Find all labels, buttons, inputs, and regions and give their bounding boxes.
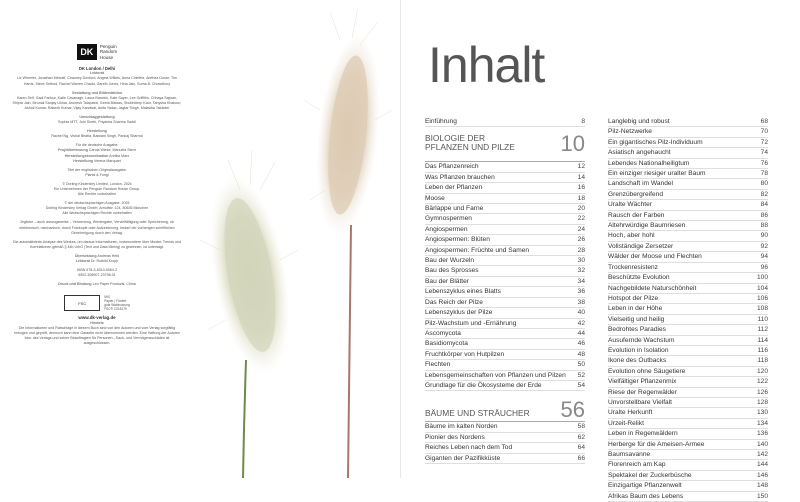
imprint-text: Sophia MTT, Juhi Sheth, Priyanka Sharma Saddi xyxy=(58,120,136,125)
toc-entry-label: Lebenszyklus der Pilze xyxy=(425,309,493,317)
toc-entry-label: Leben in Regenwäldern xyxy=(608,430,678,438)
toc-entry-page: 114 xyxy=(757,336,768,344)
toc-entry-label: Trockenresistenz xyxy=(608,263,658,271)
toc-entry-page: 110 xyxy=(757,315,768,323)
toc-entry-page: 112 xyxy=(757,326,768,334)
toc-entry-page: 116 xyxy=(757,346,768,354)
toc-entry xyxy=(425,339,585,349)
toc-entry-label: Das Pflanzenreich xyxy=(425,163,479,171)
toc-entry-label: Angiospermen: Früchte und Samen xyxy=(425,246,530,254)
toc-entry-label: Giganten der Pazifikküste xyxy=(425,454,501,462)
toc-entry xyxy=(425,422,585,432)
toc-entry xyxy=(425,204,585,214)
toc-entry xyxy=(608,294,768,304)
toc-entry-page: 62 xyxy=(577,433,585,441)
toc-entry xyxy=(608,148,768,158)
toc-entry-page: 142 xyxy=(756,451,768,458)
fsc-logo: FSC xyxy=(64,295,100,311)
toc-entry-page: 22 xyxy=(577,215,585,223)
imprint-text: Lektorat Dr. Ruthild Kropp xyxy=(75,259,119,264)
toc-entry xyxy=(425,256,585,266)
toc-entry-label: Urzeit-Relikt xyxy=(608,419,644,427)
imprint-text: Alle Rechte vorbehalten xyxy=(77,192,117,197)
toc-entry xyxy=(608,127,768,137)
toc-entry-label: Pilz-Netzwerke xyxy=(608,128,652,136)
toc-column-left xyxy=(425,117,585,464)
section-title: BIOLOGIE DER PFLANZEN UND PILZE xyxy=(425,133,515,153)
toc-entry-label: Pilz-Wachstum und -Ernährung xyxy=(425,319,517,327)
toc-entry-page: 38 xyxy=(577,298,585,306)
toc-entry-label: Herberge für die Ameisen-Armee xyxy=(608,440,705,448)
toc-entry-page: 84 xyxy=(760,201,768,209)
toc-entry xyxy=(608,138,768,148)
toc-entry xyxy=(425,371,585,381)
toc-entry xyxy=(608,231,768,241)
toc-entry-page: 46 xyxy=(577,340,585,348)
toc-entry xyxy=(425,381,585,391)
toc-entry xyxy=(425,350,585,360)
toc-entry xyxy=(608,346,768,356)
toc-entry xyxy=(608,429,768,439)
toc-entry-page: 82 xyxy=(760,190,768,198)
toc-entry-label: Ein einziger riesiger uralter Baum xyxy=(608,170,706,178)
toc-entry-page: 136 xyxy=(756,430,768,438)
toc-entry-page: 86 xyxy=(760,211,768,219)
toc-entry xyxy=(425,360,585,370)
toc-entry-label: Grenzübergreifend xyxy=(608,190,663,198)
imprint-heading: Herstellung xyxy=(87,129,107,134)
toc-entry-label: Baumsavanne xyxy=(608,451,651,458)
toc-entry-label: Grundlage für die Ökosysteme der Erde xyxy=(425,381,542,389)
imprint-text: Die automatisierte Analyse des Werkes, um daraus Informationen, insbesondere über Muster, Trends und Korrelationen gemäß § 44b UrhG (Text und Data Mining) zu gewinnen, ist untersagt. xyxy=(13,239,181,249)
toc-entry-label: Ein gigantisches Pilz-Individuum xyxy=(608,138,703,146)
imprint-text: © der deutschsprachigen Ausgabe: 2025 xyxy=(64,201,130,206)
toc-entry xyxy=(425,443,585,453)
toc-entry-label: Nachgebildete Naturschönheit xyxy=(608,284,697,292)
toc-entry-page: 106 xyxy=(756,294,768,302)
toc-entry-label: Beschützte Evolution xyxy=(608,274,670,282)
imprint-text: Herstellungskoordination Annika Marx xyxy=(64,153,130,158)
imprint-text: Alle deutschsprachigen Rechte vorbehalten xyxy=(62,211,132,216)
imprint-text: Plants & Fungi xyxy=(85,172,109,177)
toc-entry-page: 90 xyxy=(760,232,768,240)
section-number: 56 xyxy=(560,397,585,423)
imprint-text: Jegliche – auch auszugsweise – Verwertung, Wiedergabe, Vervielfältigung oder Speicherung, ob elektronisch, mechanisch, durch Fotokopie oder Aufzeichnung, bedarf der vorherigen schriftlichen Genehmigung durch den Verlag. xyxy=(19,220,175,235)
toc-entry-label: Asiatisch angehaucht xyxy=(608,149,671,157)
dk-logo: DK xyxy=(77,44,97,60)
imprint-text: 5902-308907-23798-01 xyxy=(78,273,116,278)
toc-entry xyxy=(608,367,768,377)
imprint-heading: Hinweis xyxy=(90,320,104,325)
toc-entry-page: 32 xyxy=(577,267,585,275)
toc-entry-page: 30 xyxy=(577,257,585,265)
imprint-text: Liz Wheeler, Jonathan Metcalf, Chauney Dunford, Angela Wilkes, Anna Chiefetz, Alethea Doran, Tim Harris, Steve Setford, Rachel Warren Chadd, Gareth Jones, Hina Jain, Suma B. Chowdhury xyxy=(17,76,177,86)
toc-entry-label: Ikone des Outbacks xyxy=(608,357,667,365)
toc-entry-label: Vollständige Zersetzer xyxy=(608,242,674,250)
imprint-company: DK London / Delhi xyxy=(78,66,116,72)
toc-entry-page: 94 xyxy=(760,253,768,261)
toc-entry-page: 48 xyxy=(577,350,585,358)
toc-entry-page: 68 xyxy=(760,118,768,125)
toc-entry-label: Hoch, aber hohl xyxy=(608,232,655,240)
toc-entry-page: 144 xyxy=(756,461,768,469)
toc-entry-label: Evolution ohne Säugetiere xyxy=(608,367,686,375)
toc-entry-label: Spektakel der Zuckerbüsche xyxy=(608,471,692,479)
toc-entry-page: 58 xyxy=(577,423,585,431)
toc-entry-label: Basidiomycota xyxy=(425,340,468,348)
toc-entry: Einführung 8 xyxy=(425,117,585,127)
left-plume xyxy=(197,170,303,379)
toc-entry-page: 70 xyxy=(760,128,768,136)
toc-entry-page: 122 xyxy=(756,378,768,386)
toc-entry xyxy=(608,159,768,169)
toc-entry xyxy=(608,450,768,460)
toc-section-header xyxy=(425,131,585,162)
toc-entry xyxy=(608,169,768,179)
toc-entry-label: Einzigartige Pflanzenwelt xyxy=(608,482,682,490)
imprint-text: Karen Self, Gadi Farfour, Katie Cavanagh, Laura Barwick, Kate Sayer, Lee Griffiths, Chhaya Sajwan, Shipra Jain, Mrunali Sanjay Likhar, Arunesh Talapatra, Geeta Biswas, Shubhdeep Kaur, Tanysha Khatoon, Ashok Kumar, Rakesh Kumar, Vijay Kandwal, Anita Yadav, Jagtar Singh, Malavika Talukder xyxy=(12,95,182,110)
toc-entry xyxy=(608,190,768,200)
toc-entry-page: 148 xyxy=(756,482,768,490)
toc-column-right xyxy=(608,117,768,502)
toc-entry-page: 140 xyxy=(756,440,768,448)
toc-entry xyxy=(425,225,585,235)
toc-entry-page: 104 xyxy=(756,284,768,292)
imprint-disclaimer: Die Informationen und Ratschläge in diesem Buch sind von den Autoren und vom Verlag sorgfältig erwogen und geprüft, dennoch kann eine Garantie nicht übernommen werden. Eine Haftung der Autoren bzw. des Verlags und seiner Beauftragten für Personen-, Sach- und Vermögensschäden ist ausgeschlossen. xyxy=(13,325,181,345)
toc-entry-page: 28 xyxy=(577,246,585,254)
toc-entry xyxy=(425,183,585,193)
toc-entry-label: Landschaft im Wandel xyxy=(608,180,673,188)
toc-entry-page: 74 xyxy=(760,149,768,157)
toc-entry-label: Was Pflanzen brauchen xyxy=(425,173,495,181)
toc-entry xyxy=(425,454,585,464)
toc-entry xyxy=(425,194,585,204)
section-number: 10 xyxy=(560,131,585,157)
toc-entry-label: Vielfältiger Pflanzenmix xyxy=(608,378,677,386)
toc-entry-label: Unvorstellbare Vielfalt xyxy=(608,398,673,406)
toc-entry xyxy=(608,304,768,314)
toc-entry-page: 26 xyxy=(577,236,585,244)
imprint-text: Projektbetreuung Carola Wiese, Manuela Stern xyxy=(58,148,136,153)
imprint-isbn: ISBN 978-3-8310-5064-2 xyxy=(76,268,118,273)
toc-entry-page: 130 xyxy=(756,409,768,417)
page-title: Inhalt xyxy=(428,37,545,93)
toc-entry xyxy=(608,388,768,398)
toc-entry xyxy=(425,329,585,339)
imprint-text: Ein Unternehmen der Penguin Random House Group, xyxy=(53,187,141,191)
toc-entry xyxy=(425,433,585,443)
toc-entry-page: 88 xyxy=(760,222,768,230)
toc-entry-page: 76 xyxy=(760,159,768,167)
publisher-logo xyxy=(12,44,182,60)
toc-entry-label: Leben der Pflanzen xyxy=(425,184,483,192)
section-title: BÄUME UND STRÄUCHER xyxy=(425,408,530,419)
toc-entry-label: Uralte Wächter xyxy=(608,201,652,209)
right-stem xyxy=(348,225,351,478)
toc-entry-label: Riese der Regenwälder xyxy=(608,388,677,396)
toc-entry xyxy=(608,273,768,283)
fsc-text: MIX Papier | Fördert gute Waldnutzung FSC® C018179 xyxy=(104,295,130,312)
toc-entry xyxy=(608,200,768,210)
toc-entry-page: 34 xyxy=(577,277,585,285)
toc-entry-label: Bäume im kalten Norden xyxy=(425,423,498,431)
toc-entry-page: 146 xyxy=(756,471,768,479)
toc-entry xyxy=(608,481,768,491)
toc-entry-label: Bedrohtes Paradies xyxy=(608,326,666,334)
toc-entry-page: 64 xyxy=(577,444,585,452)
toc-entry-label: Angiospermen xyxy=(425,225,468,233)
toc-entry xyxy=(425,319,585,329)
toc-entry xyxy=(425,214,585,224)
toc-entry-label: Vielseitig und heilig xyxy=(608,315,665,323)
toc-entry-page: 52 xyxy=(577,371,585,379)
toc-entry xyxy=(608,325,768,335)
imprint-text: Rachel Ng, Vishal Bhatia, Balwant Singh, Pankaj Sharma xyxy=(51,134,143,139)
toc-entry-page: 120 xyxy=(756,367,768,375)
toc-entry-page: 12 xyxy=(577,163,585,171)
grass-seedhead-illustration xyxy=(180,0,400,478)
toc-entry-page: 128 xyxy=(756,398,768,406)
toc-entry xyxy=(608,398,768,408)
toc-entry-label: Reiches Leben nach dem Tod xyxy=(425,444,513,452)
toc-entry xyxy=(425,235,585,245)
toc-entry-page: 24 xyxy=(577,225,585,233)
toc-entry-page: 80 xyxy=(760,180,768,188)
toc-entry xyxy=(425,162,585,172)
toc-entry-label: Afrikas Baum des Lebens xyxy=(608,492,684,500)
toc-section-header xyxy=(425,397,585,422)
toc-entry-page: 16 xyxy=(577,184,585,192)
toc-entry-page: 108 xyxy=(756,305,768,313)
toc-entry-label: Lebensgemeinschaften von Pflanzen und Pilzen xyxy=(425,371,566,379)
page-fold xyxy=(400,0,401,478)
toc-entry-label: Rausch der Farben xyxy=(608,211,665,219)
fsc-badge xyxy=(12,295,182,311)
toc-entry xyxy=(425,298,585,308)
toc-entry-page: 44 xyxy=(577,329,585,337)
toc-entry-label: Lebenszyklus eines Blatts xyxy=(425,288,501,296)
toc-entry-page: 42 xyxy=(577,319,585,327)
toc-entry-label: Leben in der Höhe xyxy=(608,305,663,313)
toc-entry-page: 54 xyxy=(577,381,585,389)
toc-entry-page: 50 xyxy=(577,361,585,369)
toc-entry xyxy=(608,440,768,450)
toc-entry-page: 36 xyxy=(577,288,585,296)
toc-entry xyxy=(608,408,768,418)
toc-entry-label: Evolution in Isolation xyxy=(608,346,669,354)
toc-entry-label: Flechten xyxy=(425,361,451,369)
publisher-url: www.dk-verlag.de xyxy=(78,315,116,321)
toc-entry xyxy=(608,315,768,325)
toc-entry xyxy=(608,492,768,502)
toc-entry-page: 134 xyxy=(756,419,768,427)
toc-entry-page: 150 xyxy=(756,492,768,500)
toc-entry-label: Bau der Blätter xyxy=(425,277,469,285)
toc-entry-label: Bau der Wurzeln xyxy=(425,257,474,265)
right-plume xyxy=(308,32,389,237)
imprint-text: Für die deutsche Ausgabe: xyxy=(75,143,119,148)
imprint-text: Titel der englischen Originalausgabe: xyxy=(67,167,127,172)
toc-entry xyxy=(608,117,768,127)
imprint-text: Herstellung Verena Marquart xyxy=(73,158,121,163)
toc-entry-page: 92 xyxy=(760,242,768,250)
toc-entry xyxy=(425,277,585,287)
toc-entry-page: 40 xyxy=(577,309,585,317)
toc-entry xyxy=(425,287,585,297)
toc-entry-page: 78 xyxy=(760,170,768,178)
toc-entry xyxy=(608,252,768,262)
toc-entry-label: Uralte Herkunft xyxy=(608,409,653,417)
imprint-text: Druck und Bindung Leo Paper Products, China xyxy=(58,282,136,287)
imprint-text: Dorling Kindersley Verlag GmbH, Arnulfstr. 124, 80636 München xyxy=(45,206,149,211)
imprint-text: Übersetzung Andreas Held xyxy=(74,253,120,258)
toc-entry-page: 126 xyxy=(756,388,768,396)
toc-entry-label: Florenreich am Kap xyxy=(608,461,666,469)
toc-entry-label: Fruchtkörper von Hutpilzen xyxy=(425,350,505,358)
toc-entry-label: Langlebig und robust xyxy=(608,118,670,125)
toc-entry xyxy=(608,460,768,470)
toc-entry-label: Gymnospermen xyxy=(425,215,472,223)
toc-entry-page: 118 xyxy=(757,357,768,365)
left-stem xyxy=(243,360,246,478)
toc-entry xyxy=(425,246,585,256)
toc-entry xyxy=(608,336,768,346)
toc-entry-label: Wälder der Moose und Flechten xyxy=(608,253,702,261)
toc-entry-label: Angiospermen: Blüten xyxy=(425,236,490,244)
toc-entry-label: Lebendes Nationalheiligtum xyxy=(608,159,690,167)
imprint xyxy=(12,44,182,346)
toc-entry-label: Ausufernde Wachstum xyxy=(608,336,675,344)
toc-entry-label: Altehrwürdige Baumriesen xyxy=(608,222,686,230)
toc-entry-label: Bärlappe und Farne xyxy=(425,205,484,213)
toc-entry xyxy=(608,211,768,221)
toc-entry xyxy=(608,263,768,273)
toc-entry-label: Bau des Sprosses xyxy=(425,267,479,275)
toc-entry xyxy=(608,471,768,481)
penguin-random-house-text: Penguin Random House xyxy=(99,44,118,60)
toc-entry-label: Das Reich der Pilze xyxy=(425,298,483,306)
imprint-text: © Dorling Kindersley Limited, London, 2024 xyxy=(62,181,132,186)
toc-entry xyxy=(608,419,768,429)
toc-entry-label: Ascomycota xyxy=(425,329,461,337)
toc-entry-page: 18 xyxy=(577,194,585,202)
toc-entry xyxy=(608,221,768,231)
toc-entry xyxy=(425,266,585,276)
toc-entry xyxy=(608,356,768,366)
imprint-heading: Umschlaggestaltung xyxy=(79,114,115,119)
toc-entry-page: 66 xyxy=(577,454,585,462)
toc-entry-page: 72 xyxy=(760,138,768,146)
imprint-heading: Gestaltung und Bildredaktion xyxy=(71,90,123,95)
toc-entry xyxy=(608,179,768,189)
toc-entry xyxy=(425,173,585,183)
toc-entry xyxy=(608,242,768,252)
imprint-heading: Lektorat xyxy=(89,71,105,76)
toc-entry-page: 20 xyxy=(577,205,585,213)
toc-entry-page: 14 xyxy=(577,173,585,181)
toc-entry-page: 96 xyxy=(760,263,768,271)
toc-entry xyxy=(608,377,768,387)
toc-entry-label: Hotspot der Pilze xyxy=(608,294,659,302)
toc-entry xyxy=(425,308,585,318)
toc-entry xyxy=(608,284,768,294)
toc-entry-page: 100 xyxy=(756,274,768,282)
toc-entry-label: Pionier des Nordens xyxy=(425,433,485,441)
toc-entry-label: Moose xyxy=(425,194,445,202)
